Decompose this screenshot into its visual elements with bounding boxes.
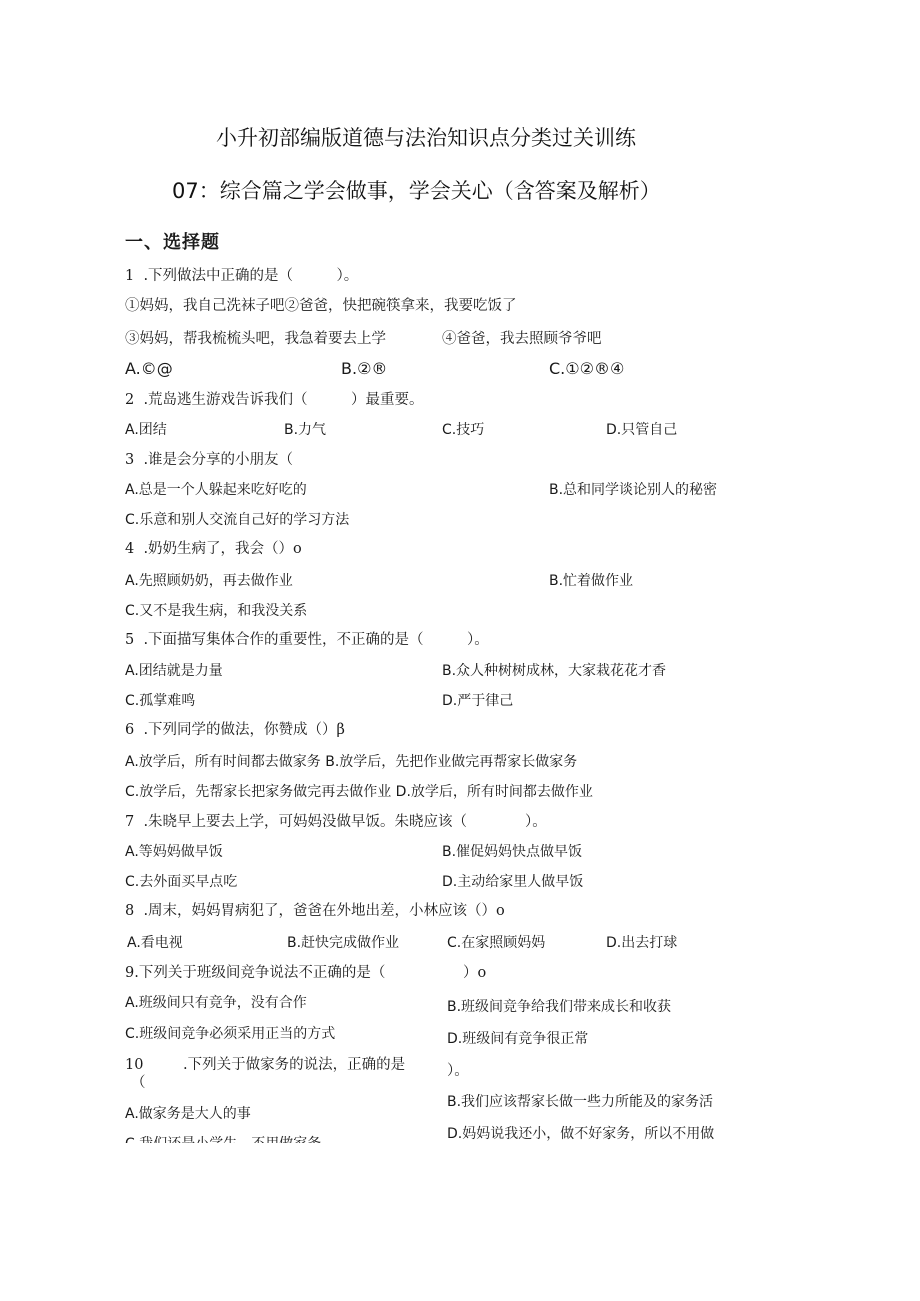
option-a: A.总是一个人躲起来吃好吃的	[125, 482, 307, 498]
option-d: D.严于律己	[442, 693, 514, 709]
option-b: B.力气	[284, 422, 327, 438]
question-number: 5	[125, 632, 135, 648]
option-a: A.等妈妈做早饭	[125, 844, 223, 860]
question-stem: .下列同学的做法，你赞成（）β	[143, 722, 345, 738]
option-b: B.催促妈妈快点做早饭	[442, 844, 583, 860]
question-stem: .下列做法中正确的是（ ）。	[143, 268, 359, 284]
option-c-d: C.放学后，先帮家长把家务做完再去做作业 D.放学后，所有时间都去做作业	[125, 784, 593, 800]
option-a: A.班级间只有竞争，没有合作	[125, 995, 307, 1011]
question-stem: .奶奶生病了，我会（）o	[143, 541, 302, 557]
question-number: 9	[125, 965, 135, 981]
option-c: C.孤掌难鸣	[125, 693, 196, 709]
page-title-line1: 小升初部编版道德与法治知识点分类过关训练	[216, 126, 636, 150]
option-a: A.看电视	[127, 935, 183, 951]
option-c: C.在家照顾妈妈	[447, 935, 546, 951]
option-a: A.©@	[125, 359, 173, 378]
option-d: D.只管自己	[606, 422, 678, 438]
option-a: A.团结就是力量	[125, 663, 223, 679]
question-8	[125, 901, 505, 921]
page-cutoff	[0, 1143, 920, 1301]
option-b: B.班级间竞争给我们带来成长和收获	[447, 999, 672, 1015]
question-stem-end: ）。	[447, 1063, 469, 1079]
question-1	[125, 266, 358, 286]
question-stem: .谁是会分享的小朋友（	[143, 452, 294, 468]
option-b: B.忙着做作业	[549, 573, 634, 589]
question-stem-10: .下列关于做家务的说法，正确的是	[183, 1057, 406, 1073]
option-b: B.②®	[341, 359, 388, 378]
question-number: 2	[125, 392, 135, 408]
question-number: 8	[125, 903, 135, 919]
option-c: C.技巧	[442, 422, 485, 438]
option-b: B.总和同学谈论别人的秘密	[549, 482, 718, 498]
page-title-line2: 07：综合篇之学会做事，学会关心（含答案及解析）	[172, 179, 661, 203]
section-heading: 一、选择题	[125, 232, 220, 253]
option-a: A.做家务是大人的事	[125, 1106, 251, 1122]
option-b: B.众人种树树成林，大家栽花花才香	[442, 663, 667, 679]
option-b: B.赶快完成做作业	[287, 935, 400, 951]
question-6	[125, 720, 345, 740]
question-number: 6	[125, 722, 135, 738]
question-5	[125, 630, 489, 650]
question-stem-paren: （	[131, 1075, 146, 1091]
question-stem: .朱晓早上要去上学，可妈妈没做早饭。朱晓应该（ ）。	[143, 814, 547, 830]
option-b: B.我们应该帮家长做一些力所能及的家务活	[447, 1094, 714, 1110]
option-a: A.团结	[125, 422, 167, 438]
option-c: C.乐意和别人交流自己好的学习方法	[125, 512, 350, 528]
option-c: C.①②®④	[549, 359, 625, 378]
question-stem: .周末，妈妈胃病犯了，爸爸在外地出差，小林应该（）o	[143, 903, 505, 919]
question-stem: .下面描写集体合作的重要性，不正确的是（ ）。	[143, 632, 489, 648]
question-4	[125, 539, 302, 559]
option-d: D.妈妈说我还小，做不好家务，所以不用做	[447, 1126, 715, 1142]
statement-3: ③妈妈，帮我梳梳头吧，我急着要去上学	[125, 331, 386, 347]
question-number: 7	[125, 814, 135, 830]
question-stem: .下列关于班级间竞争说法不正确的是（	[134, 965, 386, 981]
option-a-b: A.放学后，所有时间都去做家务 B.放学后，先把作业做完再帮家长做家务	[125, 754, 578, 770]
option-c: C.又不是我生病，和我没关系	[125, 603, 308, 619]
question-stem: .荒岛逃生游戏告诉我们（ ）最重要。	[143, 392, 424, 408]
option-a: A.先照顾奶奶，再去做作业	[125, 573, 293, 589]
option-c: C.去外面买早点吃	[125, 874, 238, 890]
question-number: 3	[125, 452, 135, 468]
question-number: 4	[125, 541, 135, 557]
question-number-10: 10	[125, 1057, 144, 1073]
question-number: 1	[125, 268, 135, 284]
statement-4: ④爸爸，我去照顾爷爷吧	[442, 331, 602, 347]
statement-1-2: ①妈妈，我自己洗袜子吧②爸爸，快把碗筷拿来，我要吃饭了	[125, 298, 517, 314]
option-c: C.班级间竞争必须采用正当的方式	[125, 1026, 336, 1042]
option-d: D.班级间有竞争很正常	[447, 1031, 589, 1047]
option-d: D.主动给家里人做早饭	[442, 874, 584, 890]
question-3	[125, 450, 293, 470]
question-7	[125, 812, 547, 832]
question-2	[125, 390, 424, 410]
question-9	[125, 963, 385, 983]
question-stem-end: ）o	[463, 965, 487, 981]
option-d: D.出去打球	[606, 935, 678, 951]
